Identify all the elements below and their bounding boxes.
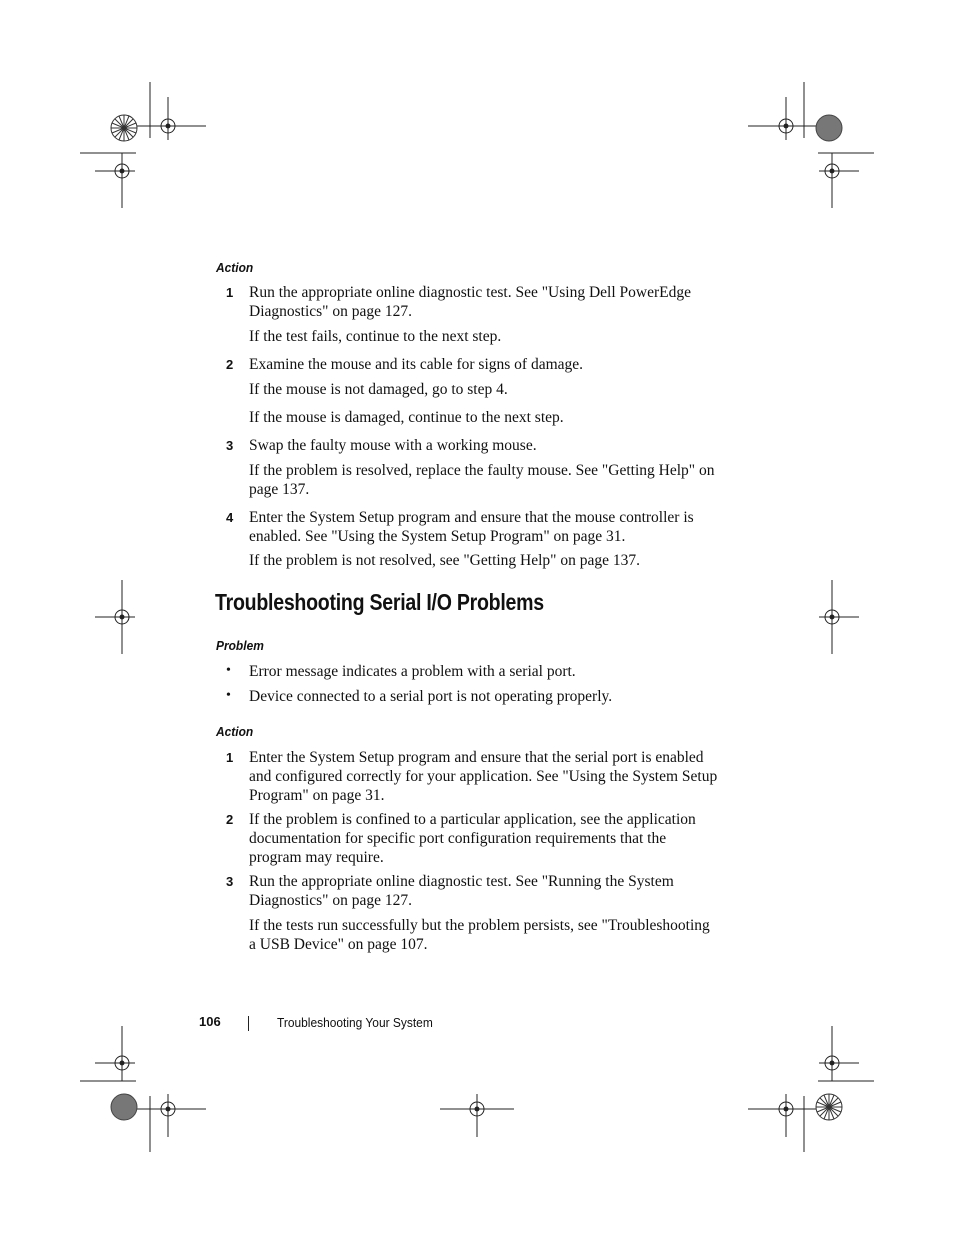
- step-note: If the tests run successfully but the problem persists, see "Troubleshooting a USB Device" on page 107.: [249, 917, 710, 953]
- step-note: If the mouse is not damaged, go to step 4.: [249, 381, 508, 398]
- bullet-glyph: •: [226, 663, 231, 678]
- problem-heading: Problem: [216, 638, 264, 653]
- step-number: 4: [226, 510, 234, 525]
- step-number: 3: [226, 874, 234, 889]
- bullet-item: Device connected to a serial port is not operating properly.: [249, 688, 613, 705]
- bullet-item: Error message indicates a problem with a serial port.: [249, 663, 576, 680]
- step-number: 2: [226, 812, 234, 827]
- step-number: 1: [226, 750, 234, 765]
- footer-divider: [248, 1016, 249, 1031]
- chapter-title: Troubleshooting Your System: [277, 1015, 433, 1030]
- step-text: Examine the mouse and its cable for signs of damage.: [249, 356, 584, 373]
- step-text: Enter the System Setup program and ensure that the mouse controller is enabled. See "Using the System Setup Program" on page 31.: [249, 509, 694, 545]
- section-title: Troubleshooting Serial I/O Problems: [215, 589, 544, 615]
- action-heading: Action: [216, 724, 254, 739]
- step-text: Enter the System Setup program and ensure that the serial port is enabled and configured correctly for your application. See "Using the System Setup Program" on page 31.: [249, 749, 718, 804]
- bullet-glyph: •: [226, 688, 231, 703]
- step-text: Run the appropriate online diagnostic test. See "Using Dell PowerEdge Diagnostics" on page 127.: [249, 284, 691, 320]
- step-number: 2: [226, 357, 234, 372]
- step-note: If the problem is not resolved, see "Getting Help" on page 137.: [249, 552, 641, 569]
- step-text: Run the appropriate online diagnostic test. See "Running the System Diagnostics" on page 127.: [249, 873, 674, 909]
- action-heading: Action: [216, 260, 254, 275]
- step-text: If the problem is confined to a particular application, see the application documentation for specific port configuration requirements that the program may require.: [249, 811, 696, 866]
- page-number: 106: [199, 1014, 221, 1029]
- step-number: 3: [226, 438, 234, 453]
- step-text: Swap the faulty mouse with a working mouse.: [249, 437, 537, 454]
- step-note: If the test fails, continue to the next step.: [249, 328, 502, 345]
- step-number: 1: [226, 285, 234, 300]
- step-note: If the problem is resolved, replace the faulty mouse. See "Getting Help" on page 137.: [249, 462, 715, 498]
- step-note: If the mouse is damaged, continue to the next step.: [249, 409, 564, 426]
